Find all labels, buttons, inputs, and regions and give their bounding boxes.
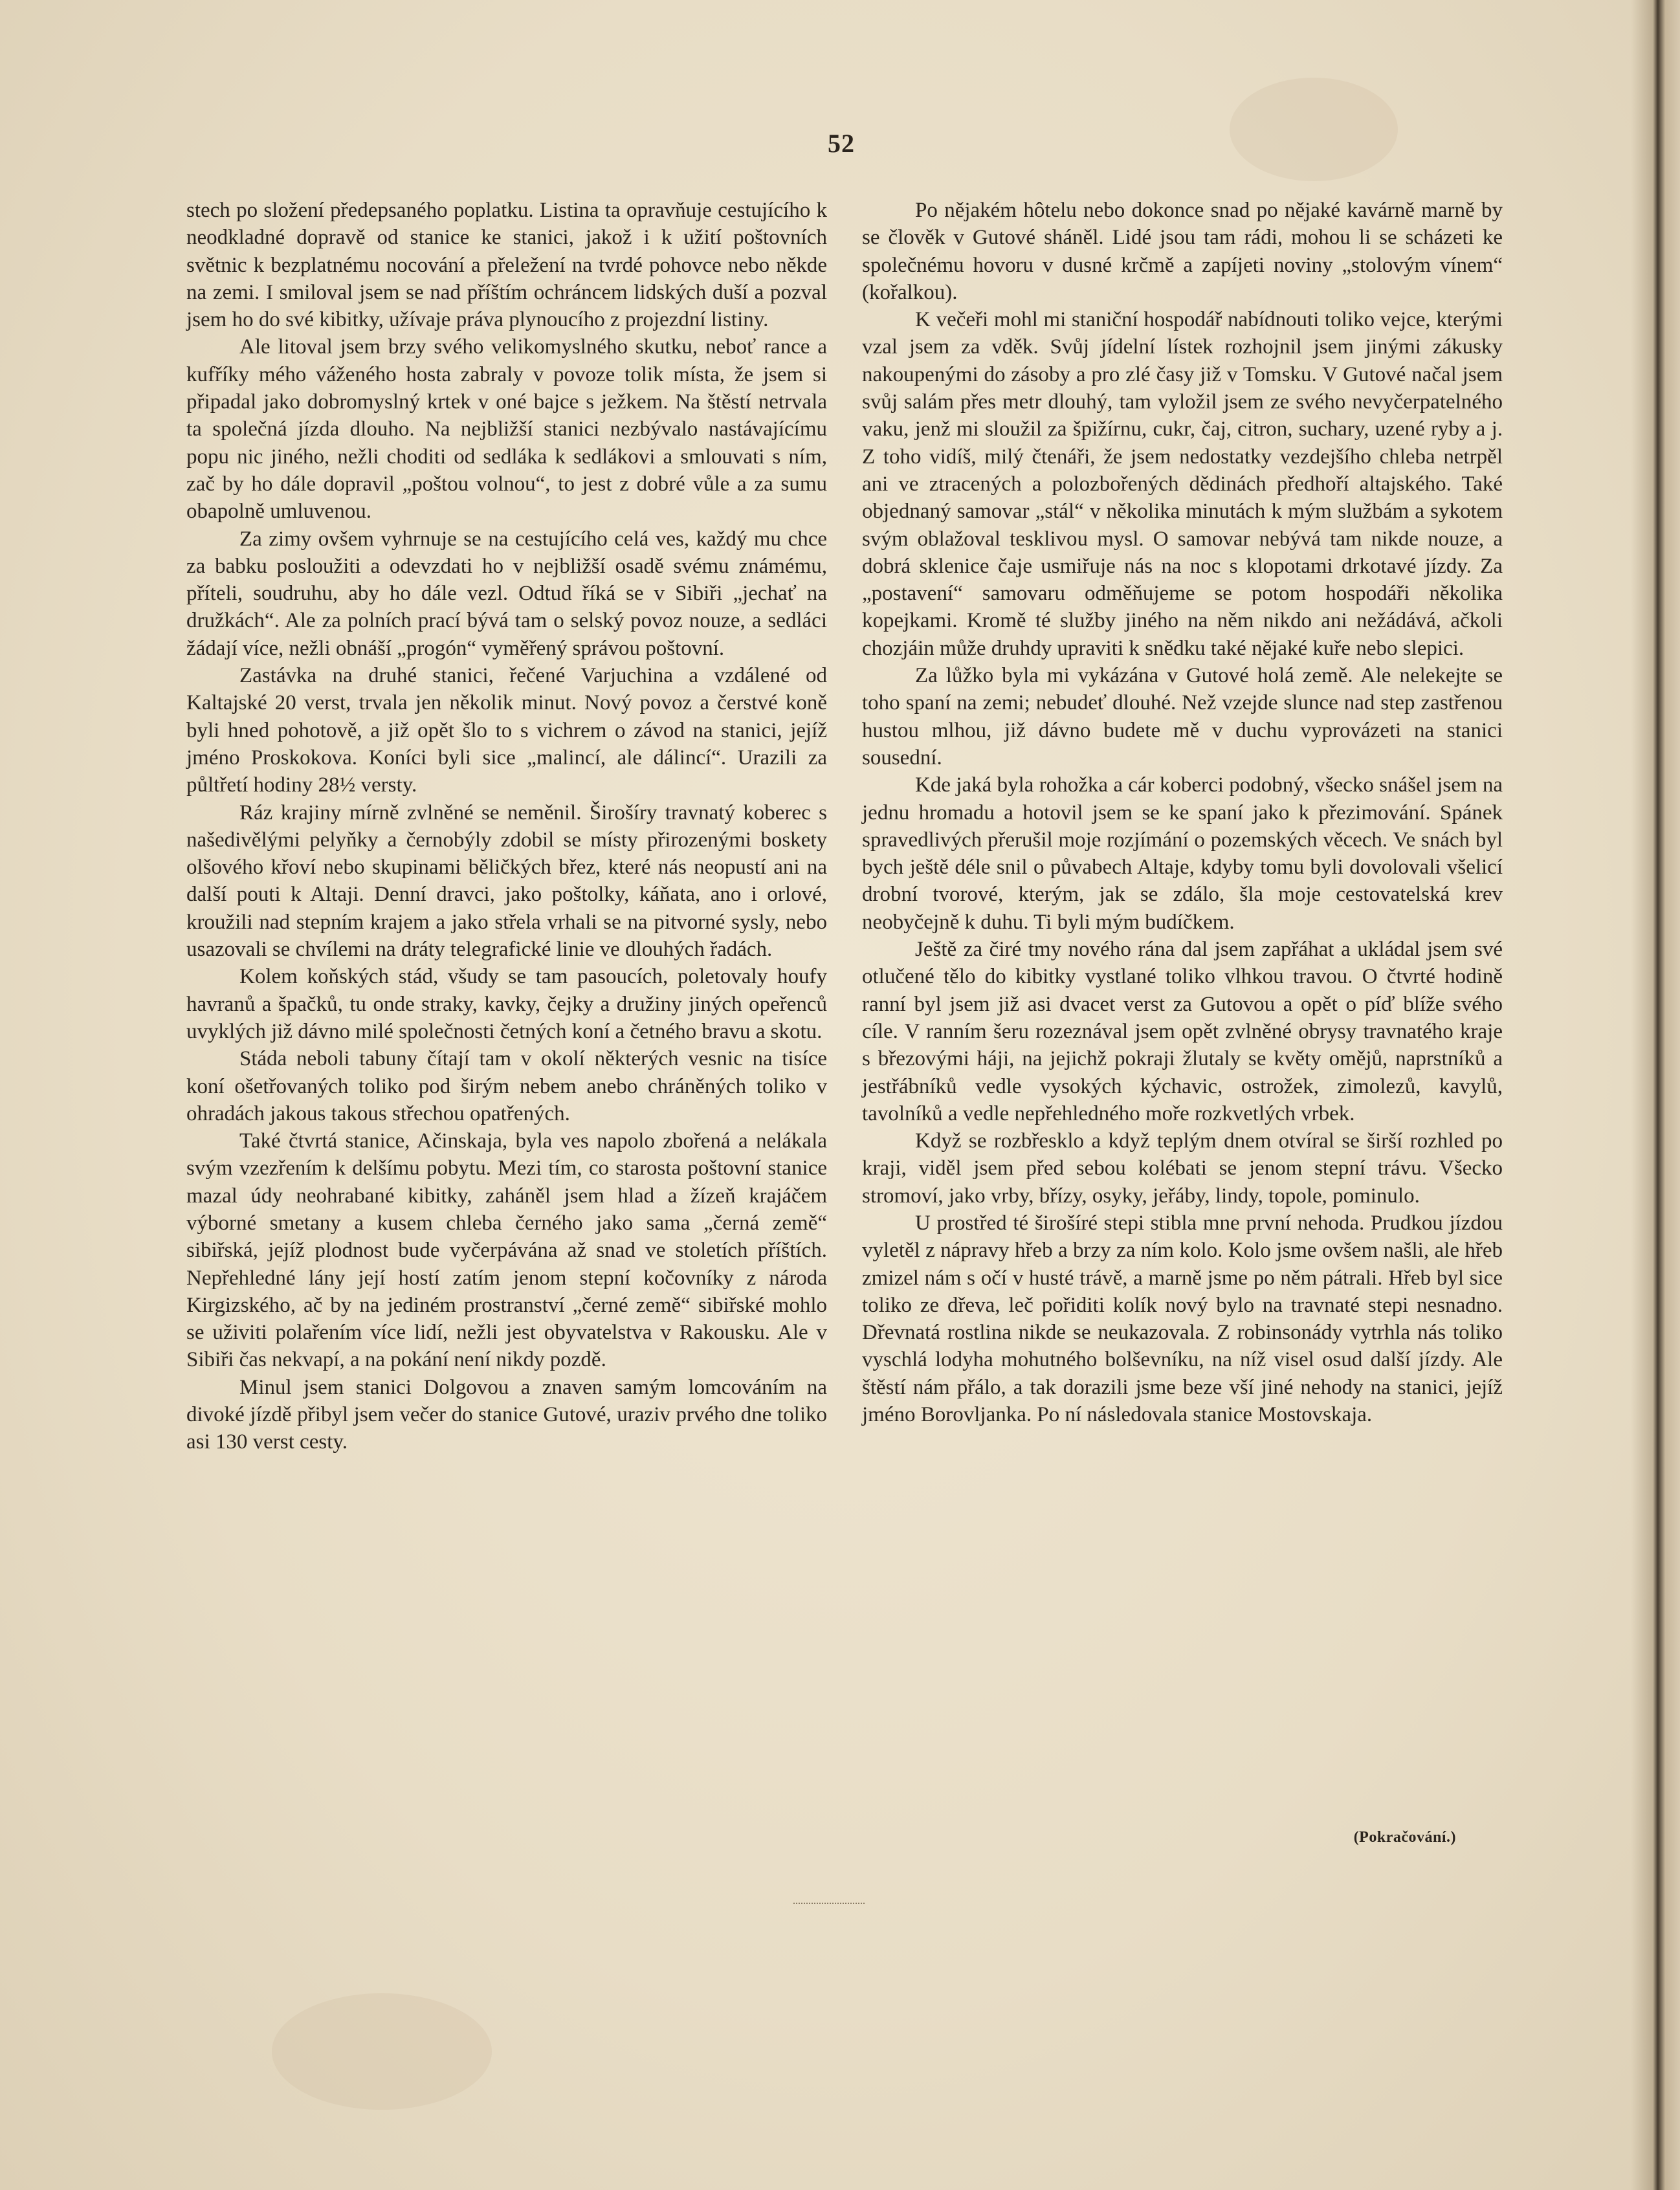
end-ornament: [793, 1903, 865, 1907]
page-gutter: [1631, 0, 1680, 2190]
paragraph: Ráz krajiny mírně zvlněné se neměnil. Širošíry travnatý koberec s našedivělými pelyňky a černobýly zdobil se místy přirozenými boskety olšového křoví nebo skupinami běličkých břez, které nás neopustí ani na další pouti k Altaji. Denní dravci, jako poštolky, káňata, ano i orlové, kroužili nad stepním krajem a jako střela vrhali se na pitvorné sysly, nebo usazovali se chvílemi na dráty telegrafické linie ve dlouhých řadách.: [186, 801, 827, 962]
paragraph: Po nějakém hôtelu nebo dokonce snad po nějaké kavárně marně by se člověk v Gutové sháněl. Lidé jsou tam rádi, mohou li se scházeti ke společnému hovoru v dusné krčmě a zapíjeti noviny „stolovým vínem“ (kořalkou).: [862, 199, 1503, 304]
paper-stain: [1230, 78, 1398, 181]
page-number: 52: [828, 129, 855, 158]
paragraph: Kde jaká byla rohožka a cár koberci podobný, všecko snášel jsem na jednu hromadu a hotovil jsem se ke spaní jako k přezimování. Spánek spravedlivých přerušil moje rozjímání o pozemských věcech. Ve snách byl bych ještě déle snil o půvabech Altaje, kdyby tomu byli dovolovali všelicí drobní tvorové, kterým, jak se zdálo, šla moje cestovatelská krev neobyčejně k duhu. Ti byli mým budíčkem.: [862, 773, 1503, 934]
paragraph: Ale litoval jsem brzy svého velikomyslného skutku, neboť rance a kufříky mého váženého hosta zabraly v povoze tolik místa, že jsem si připadal jako dobromyslný krtek v oné bajce s ježkem. Na štěstí netrvala ta společná jízda dlouho. Na nejbližší stanici nezbývalo nastávajícímu popu nic jiného, nežli choditi od sedláka k sedlákovi a smlouvati s ním, zač by ho dále dopravil „poštou volnou“, to jest z dobré vůle a za sumu obapolně umluvenou.: [186, 335, 827, 524]
left-column: [186, 197, 827, 1456]
paragraph: Ještě za čiré tmy nového rána dal jsem zapřáhat a ukládal jsem své otlučené tělo do kibitky vystlané toliko vlhkou travou. O čtvrté hodině ranní byl jsem již asi dvacet verst za Gutovou a opět o píď blíže svého cíle. V ranním šeru rozeznával jsem opět zvlněné obrysy travnatého kraje s březovými háji, na jejichž pokraji žlutaly se květy omějů, naprstníků a jestřábníků vedle vysokých kýchavic, ostrožek, zimolezů, kavylů, tavolníků a vedle nepřehledného moře rozkvetlých vrbek.: [862, 938, 1503, 1125]
paragraph: Také čtvrtá stanice, Ačinskaja, byla ves napolo zbořená a nelákala svým vzezřením k delšímu pobytu. Mezi tím, co starosta poštovní stanice mazal údy neohrabané kibitky, zaháněl jsem hlad a žízeň krajáčem výborné smetany a kusem chleba černého jako sama „černá země“ sibiřská, jejíž plodnost bude vyčerpávána až snad ve stoletích příštích. Nepřehledné lány její hostí zatím jenom stepní kočovníky z národa Kirgizského, ač by na jediném prostranství „černé země“ sibiřské mohlo se uživiti polařením více lidí, nežli jest obyvatelstva v Rakousku. Ale v Sibiři čas nekvapí, a na pokání není nikdy pozdě.: [186, 1129, 827, 1372]
paragraph: Za lůžko byla mi vykázána v Gutové holá země. Ale nelekejte se toho spaní na zemi; nebudeť dlouhé. Než vzejde slunce nad step zastřenou hustou mlhou, již dávno budete mě v duchu vyprovázeti na stanici sousední.: [862, 664, 1503, 769]
paragraph: Minul jsem stanici Dolgovou a znaven samým lomcováním na divoké jízdě přibyl jsem večer do stanice Gutové, uraziv prvého dne toliko asi 130 verst cesty.: [186, 1375, 827, 1454]
paper-stain: [272, 1993, 492, 2110]
continuation-note: (Pokračování.): [1353, 1829, 1456, 1846]
paragraph: Stáda neboli tabuny čítají tam v okolí některých vesnic na tisíce koní ošetřovaných toliko pod širým nebem anebo chráněných toliko v ohradách jakous takous střechou opatřených.: [186, 1047, 827, 1125]
right-column: [862, 197, 1503, 1428]
paragraph: Za zimy ovšem vyhrnuje se na cestujícího celá ves, každý mu chce za babku posloužiti a odevzdati ho v nejbližší osadě svému známému, příteli, soudruhu, aby ho dále vezl. Odtud říká se v Sibiři „jechať na družkách“. Ale za polních prací bývá tam o selský povoz nouze, a sedláci žádají více, nežli obnáší „progón“ vyměřený správou poštovní.: [186, 527, 827, 660]
paragraph: Když se rozbřesklo a když teplým dnem otvíral se širší rozhled po kraji, viděl jsem před sebou kolébati se jenom stepní trávu. Všecko stromoví, jako vrby, břízy, osyky, jeřáby, lindy, topole, pominulo.: [862, 1129, 1503, 1208]
paragraph: U prostřed té širošíré stepi stibla mne první nehoda. Prudkou jízdou vyletěl z nápravy hřeb a brzy za ním kolo. Kolo jsme ovšem našli, ale hřeb zmizel nám s očí v husté trávě, a marně jsme po něm pátrali. Hřeb byl sice toliko ze dřeva, leč pořiditi kolík nový bylo na travnaté stepi nesnadno. Dřevnatá rostlina nikde se neukazovala. Z robinsonády vytrhla nás toliko vyschlá lodyha mohutného bolševníku, na níž visel osud další jízdy. Ale štěstí nám přálo, a tak dorazili jsme beze vší jiné nehody na stanici, jejíž jméno Borovljanka. Po ní následovala stanice Mostovskaja.: [862, 1211, 1503, 1427]
paragraph: stech po složení předepsaného poplatku. Listina ta opravňuje cestujícího k neodkladné dopravě od stanice ke stanici, jakož i k užití poštovních světnic k bezplatnému nocování a přeležení na tvrdé pohovce nebo někde na zemi. I smiloval jsem se nad příštím ochráncem lidských duší a pozval jsem ho do své kibitky, užívaje práva plynoucího z projezdní listiny.: [186, 199, 827, 332]
paragraph: Kolem koňských stád, všudy se tam pasoucích, poletovaly houfy havranů a špačků, tu onde straky, kavky, čejky a družiny jiných opeřenců uvyklých již dávno milé společnosti četných koní a četného bravu a skotu.: [186, 965, 827, 1043]
paragraph: K večeři mohl mi staniční hospodář nabídnouti toliko vejce, kterými vzal jsem za vděk. Svůj jídelní lístek rozhojnil jsem jinými zákusky nakoupenými do zásoby a pro zlé časy již v Tomsku. V Gutové načal jsem svůj salám přes metr dlouhý, tam vyložil jsem ze svého nevyčerpatelného vaku, jenž mi sloužil za špižírnu, cukr, čaj, citron, suchary, uzené ryby a j. Z toho vidíš, milý čtenáři, že jsem nedostatky vezdejšího chleba netrpěl ani ve ztracených a polozbořených dědinách předhoří altajského. Také objednaný samovar „stál“ v několika minutách k mým službám a sykotem svým oblažoval tesklivou mysl. O samovar nebývá tam nikde nouze, a dobrá sklenice čaje usmiřuje nás na noc s klopotami drkotavé jízdy. Za „postavení“ samovaru odměňujeme se potom hospodáři několika kopejkami. Kromě té služby jiného na něm nikdo ani nežádává, ačkoli chozjáin může druhdy upraviti k snědku také nějaké kuře nebo slepici.: [862, 308, 1503, 660]
paragraph: Zastávka na druhé stanici, řečené Varjuchina a vzdálené od Kaltajské 20 verst, trvala jen několik minut. Nový povoz a čerstvé koně byli hned pohotově, a již opět šlo to s vichrem o závod na stanici, jejíž jméno Proskokova. Koníci byli sice „malincí, ale dálincí“. Urazili za půltřetí hodiny 28½ versty.: [186, 664, 827, 797]
